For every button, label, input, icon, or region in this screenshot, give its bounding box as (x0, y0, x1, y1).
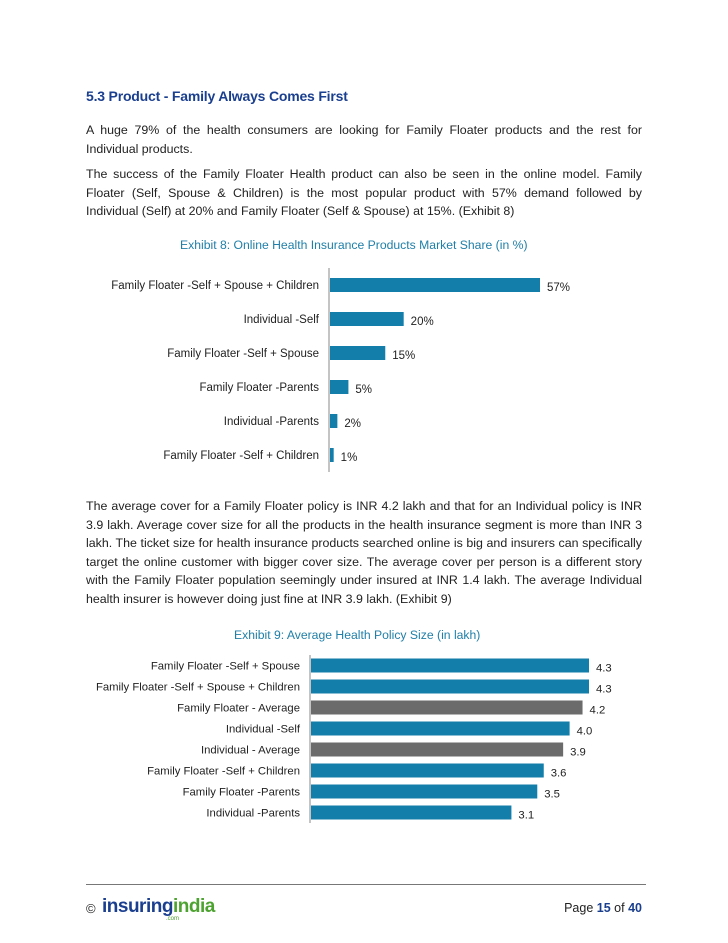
value-label: 3.9 (570, 746, 586, 759)
category-label: Individual -Self (225, 723, 300, 736)
section-heading: 5.3 Product - Family Always Comes First (86, 88, 348, 104)
category-label: Family Floater -Self + Spouse + Children (111, 280, 319, 292)
value-label: 4.3 (596, 683, 612, 696)
page-of: of (614, 901, 625, 915)
category-label: Family Floater -Self + Spouse (167, 348, 319, 360)
value-label: 3.1 (518, 809, 535, 822)
value-label: 3.5 (544, 788, 560, 801)
category-label: Family Floater -Parents (199, 382, 319, 394)
category-label: Family Floater - Average (177, 702, 300, 715)
bar (311, 743, 563, 757)
bar (311, 701, 583, 715)
page-number (564, 901, 642, 915)
bar (330, 380, 348, 394)
bar (311, 659, 589, 673)
value-label: 4.0 (576, 725, 593, 738)
category-label: Individual -Parents (206, 807, 300, 820)
bar (311, 806, 511, 820)
copyright-symbol: © (86, 901, 96, 916)
logo-text-india: india (172, 896, 215, 917)
category-label: Family Floater -Parents (182, 786, 300, 799)
bar (311, 680, 589, 694)
value-label: 57% (547, 282, 571, 294)
page-prefix: Page (564, 901, 594, 915)
bar (330, 312, 404, 326)
category-label: Individual -Self (243, 314, 319, 326)
exhibit-8-title: Exhibit 8: Online Health Insurance Products Market Share (in %) (180, 238, 528, 252)
value-label: 3.6 (550, 767, 567, 780)
paragraph-online-model: The success of the Family Floater Health product can also be seen in the online model. Family Floater (Self, Spouse & Children) is the most popular product with 57% demand followed by Individual (Self) at 20% and Family Floater (Self & Spouse) at 15%. (Exhibit 8) (86, 167, 642, 218)
page-current: 15 (596, 901, 611, 915)
value-label: 4.2 (589, 704, 606, 717)
bar (330, 448, 334, 462)
exhibit-9-chart (0, 655, 728, 835)
logo-text-insuring: insuring (102, 896, 173, 917)
bar (311, 722, 570, 736)
value-label: 20% (410, 316, 434, 328)
value-label: 2% (344, 418, 361, 430)
exhibit-9-title: Exhibit 9: Average Health Policy Size (in lakh) (234, 628, 481, 642)
bar (311, 764, 544, 778)
bar (311, 785, 537, 799)
exhibit-8-chart (0, 268, 728, 468)
logo-subtext: .com (166, 916, 180, 922)
value-label: 4.3 (596, 662, 612, 675)
value-label: 1% (340, 452, 358, 464)
page-total: 40 (628, 901, 642, 915)
category-label: Family Floater -Self + Spouse (150, 660, 300, 673)
insuringindia-logo (102, 896, 215, 918)
paragraph-average-cover: The average cover for a Family Floater policy is INR 4.2 lakh and that for an Individual policy is INR 3.9 lakh. Average cover size for all the products in the health insurance segment is more than INR 3 lakh. The ticket size for health insurance products searched online is big and insurers can specifically target the online customer with bigger cover size. The average cover per person is a different story with the Family Floater population seemingly under insured at INR 1.4 lakh. The average Individual health insurer is however doing just fine at INR 3.9 lakh. (Exhibit 9) (86, 499, 642, 606)
paragraph-intro: A huge 79% of the health consumers are looking for Family Floater products and the rest for Individual products. (86, 123, 642, 156)
value-label: 5% (355, 384, 373, 396)
category-label: Family Floater -Self + Spouse + Children (95, 681, 300, 694)
bar (330, 414, 337, 428)
category-label: Family Floater -Self + Children (147, 765, 300, 778)
footer-divider (86, 884, 646, 885)
category-label: Individual - Average (200, 744, 300, 757)
bar (330, 346, 385, 360)
value-label: 15% (392, 350, 416, 362)
category-label: Individual -Parents (223, 416, 319, 428)
category-label: Family Floater -Self + Children (163, 450, 319, 462)
bar (330, 278, 540, 292)
